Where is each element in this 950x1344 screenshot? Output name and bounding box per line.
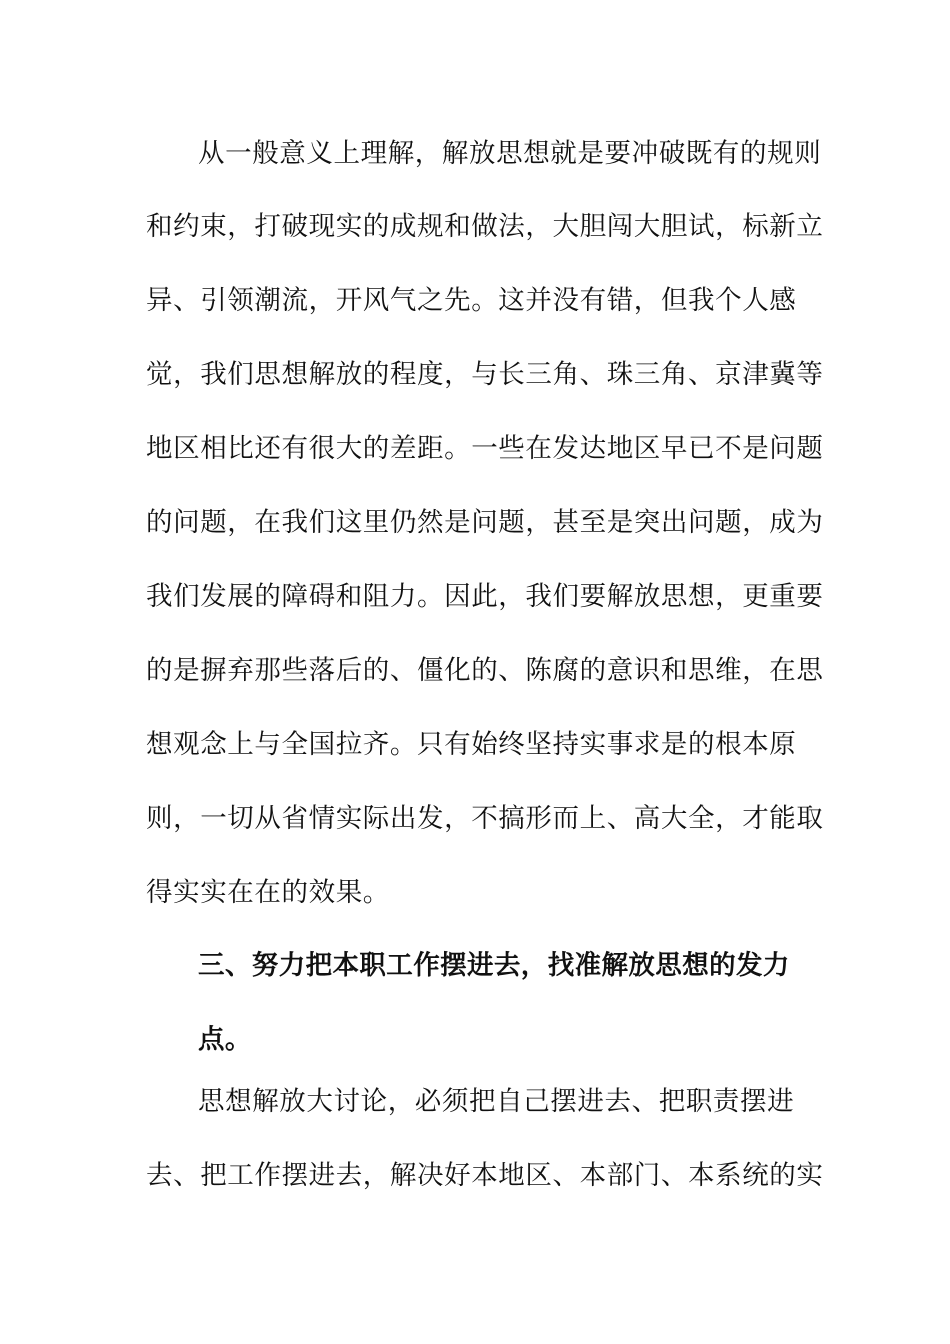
paragraph-line: 觉，我们思想解放的程度，与长三角、珠三角、京津冀等 bbox=[146, 359, 824, 390]
paragraph-line: 地区相比还有很大的差距。一些在发达地区早已不是问题 bbox=[146, 433, 824, 464]
paragraph-line: 思想解放大讨论，必须把自己摆进去、把职责摆进 bbox=[198, 1086, 795, 1117]
paragraph-line: 的是摒弃那些落后的、僵化的、陈腐的意识和思维，在思 bbox=[146, 655, 824, 686]
paragraph-line: 的问题，在我们这里仍然是问题，甚至是突出问题，成为 bbox=[146, 507, 824, 538]
paragraph-line: 我们发展的障碍和阻力。因此，我们要解放思想，更重要 bbox=[146, 581, 824, 612]
paragraph-line: 异、引领潮流，开风气之先。这并没有错，但我个人感 bbox=[146, 285, 797, 316]
paragraph-line: 想观念上与全国拉齐。只有始终坚持实事求是的根本原 bbox=[146, 729, 797, 760]
heading-line: 点。 bbox=[198, 1024, 252, 1055]
paragraph-line: 得实实在在的效果。 bbox=[146, 877, 390, 908]
heading-line: 三、努力把本职工作摆进去，找准解放思想的发力 bbox=[198, 950, 790, 981]
paragraph-line: 从一般意义上理解，解放思想就是要冲破既有的规则 bbox=[198, 138, 822, 169]
paragraph-line: 和约束，打破现实的成规和做法，大胆闯大胆试，标新立 bbox=[146, 211, 824, 242]
paragraph-line: 去、把工作摆进去，解决好本地区、本部门、本系统的实 bbox=[146, 1160, 824, 1191]
paragraph-line: 则，一切从省情实际出发，不搞形而上、高大全，才能取 bbox=[146, 803, 824, 834]
